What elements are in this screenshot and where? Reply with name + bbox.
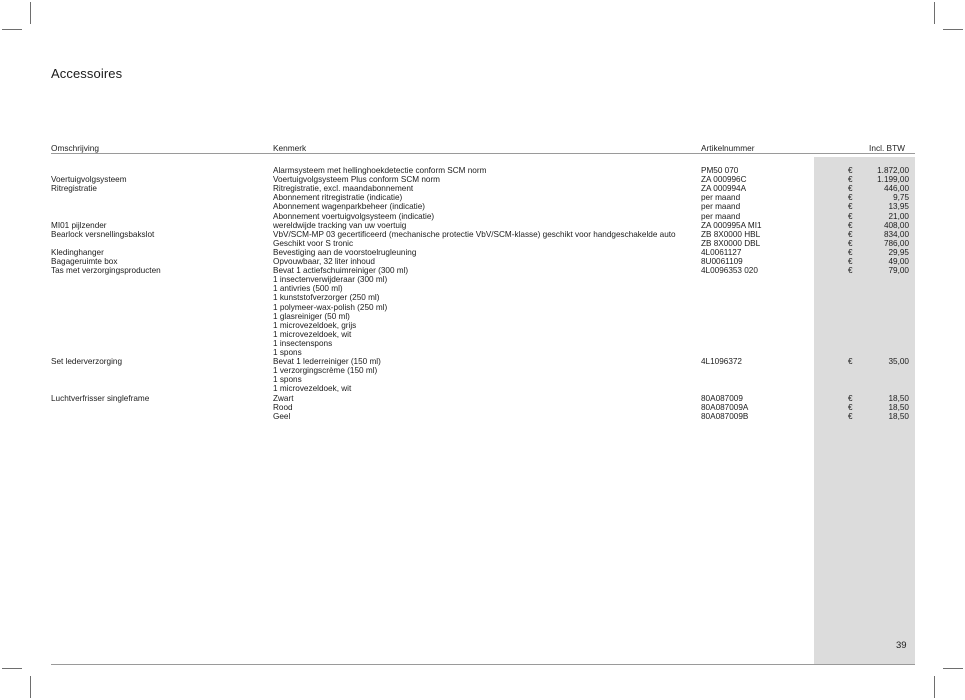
- crop-mark: [943, 29, 963, 30]
- page-title: Accessoires: [51, 66, 123, 81]
- cell-article-number: 4L0096353 020: [701, 266, 758, 276]
- cell-article-number: 80A087009: [701, 393, 743, 403]
- cell-article-number: 8U0061109: [701, 257, 743, 266]
- header-description: Omschrijving: [51, 143, 99, 153]
- cell-feature: 1 insectenverwijderaar (300 ml): [273, 275, 388, 285]
- cell-article-number: per maand: [701, 202, 741, 212]
- table-row: [0, 266, 965, 275]
- cell-description: Bagageruimte box: [51, 257, 118, 266]
- cell-feature: 1 spons: [273, 348, 302, 357]
- table-row: [0, 384, 965, 393]
- page-number: 39: [896, 640, 907, 651]
- cell-description: Ritregistratie: [51, 184, 97, 194]
- cell-currency: €: [848, 238, 853, 248]
- table-row: [0, 293, 965, 302]
- cell-feature: 1 microvezeldoek, wit: [273, 329, 352, 339]
- cell-price: 18,50: [888, 393, 909, 403]
- cell-currency: €: [848, 402, 853, 412]
- cell-currency: €: [848, 175, 853, 185]
- cell-article-number: ZA 000996C: [701, 175, 747, 185]
- crop-mark: [934, 676, 935, 698]
- cell-feature: 1 verzorgingscrème (150 ml): [273, 366, 378, 376]
- cell-feature: Bevestiging aan de voorstoelrugleuning: [273, 247, 417, 257]
- cell-description: Bearlock versnellingsbakslot: [51, 229, 155, 239]
- cell-currency: €: [848, 220, 853, 230]
- cell-feature: Alarmsysteem met hellinghoekdetectie conform SCM norm: [273, 166, 487, 175]
- cell-feature: Geschikt voor S tronic: [273, 238, 354, 248]
- crop-mark: [943, 668, 963, 669]
- table-row: [0, 357, 965, 366]
- table-row: [0, 166, 965, 175]
- cell-description: Tas met verzorgingsproducten: [51, 266, 161, 276]
- table-row: [0, 412, 965, 421]
- table-row: [0, 175, 965, 184]
- cell-price: 29,95: [888, 247, 909, 257]
- cell-feature: 1 glasreiniger (50 ml): [273, 311, 350, 321]
- cell-price: 13,95: [888, 202, 909, 212]
- cell-article-number: 80A087009B: [701, 411, 749, 421]
- cell-price: 786,00: [883, 238, 909, 248]
- cell-description: MI01 pijlzender: [51, 220, 107, 230]
- table-row: [0, 193, 965, 202]
- cell-feature: Bevat 1 actiefschuimreiniger (300 ml): [273, 266, 409, 276]
- cell-currency: €: [848, 393, 853, 403]
- cell-feature: 1 kunststofverzorger (250 ml): [273, 293, 380, 303]
- table-row: [0, 366, 965, 375]
- cell-feature: 1 spons: [273, 375, 302, 385]
- header-rule: [51, 153, 915, 154]
- cell-price: 49,00: [888, 257, 909, 266]
- cell-description: Voertuigvolgsysteem: [51, 175, 127, 185]
- cell-currency: €: [848, 266, 853, 276]
- cell-currency: €: [848, 211, 853, 221]
- cell-feature: Abonnement ritregistratie (indicatie): [273, 193, 403, 203]
- table-row: [0, 348, 965, 357]
- cell-feature: 1 microvezeldoek, grijs: [273, 320, 357, 330]
- cell-feature: wereldwijde tracking van uw voertuig: [273, 220, 407, 230]
- table-row: [0, 394, 965, 403]
- cell-article-number: PM50 070: [701, 166, 739, 175]
- crop-mark: [934, 2, 935, 24]
- cell-price: 446,00: [883, 184, 909, 194]
- cell-feature: Geel: [273, 411, 291, 421]
- cell-price: 834,00: [883, 229, 909, 239]
- cell-feature: Voertuigvolgsysteem Plus conform SCM norm: [273, 175, 440, 185]
- cell-article-number: per maand: [701, 211, 741, 221]
- cell-price: 1.199,00: [877, 175, 909, 185]
- cell-price: 79,00: [888, 266, 909, 276]
- table-row: [0, 284, 965, 293]
- cell-feature: 1 polymeer-wax-polish (250 ml): [273, 302, 388, 312]
- table-row: [0, 321, 965, 330]
- cell-feature: Bevat 1 lederreiniger (150 ml): [273, 357, 381, 367]
- cell-article-number: 4L1096372: [701, 357, 742, 367]
- cell-feature: Abonnement wagenparkbeheer (indicatie): [273, 202, 426, 212]
- cell-feature: Ritregistratie, excl. maandabonnement: [273, 184, 414, 194]
- cell-currency: €: [848, 193, 853, 203]
- crop-mark: [2, 668, 22, 669]
- cell-currency: €: [848, 257, 853, 266]
- cell-price: 408,00: [883, 220, 909, 230]
- header-article-number: Artikelnummer: [701, 143, 755, 153]
- cell-currency: €: [848, 184, 853, 194]
- cell-price: 18,50: [888, 402, 909, 412]
- cell-description: Kledinghanger: [51, 247, 104, 257]
- table-row: [0, 212, 965, 221]
- crop-mark: [30, 676, 31, 698]
- cell-feature: VbV/SCM-MP 03 gecertificeerd (mechanische protectie VbV/SCM-klasse) geschikt voor handgeschakelde auto: [273, 229, 676, 239]
- cell-currency: €: [848, 247, 853, 257]
- cell-feature: Abonnement voertuigvolgsysteem (indicatie): [273, 211, 435, 221]
- table-row: [0, 202, 965, 211]
- table-row: [0, 239, 965, 248]
- cell-article-number: ZA 000995A MI1: [701, 220, 762, 230]
- table-row: [0, 303, 965, 312]
- table-row: [0, 184, 965, 193]
- cell-feature: Zwart: [273, 393, 294, 403]
- table-row: [0, 275, 965, 284]
- cell-feature: 1 microvezeldoek, wit: [273, 384, 352, 394]
- table-row: [0, 230, 965, 239]
- crop-mark: [30, 2, 31, 24]
- cell-article-number: ZA 000994A: [701, 184, 747, 194]
- cell-price: 1.872,00: [877, 166, 909, 175]
- table-row: [0, 403, 965, 412]
- header-feature: Kenmerk: [273, 143, 307, 153]
- cell-currency: €: [848, 202, 853, 212]
- cell-currency: €: [848, 411, 853, 421]
- table-row: [0, 248, 965, 257]
- cell-feature: 1 insectenspons: [273, 338, 333, 348]
- table-row: [0, 257, 965, 266]
- cell-article-number: 80A087009A: [701, 402, 749, 412]
- cell-description: Luchtverfrisser singleframe: [51, 393, 150, 403]
- cell-article-number: 4L0061127: [701, 247, 742, 257]
- cell-article-number: per maand: [701, 193, 741, 203]
- cell-description: Set lederverzorging: [51, 357, 122, 367]
- table-row: [0, 330, 965, 339]
- crop-mark: [2, 29, 22, 30]
- table-row: [0, 221, 965, 230]
- cell-feature: Rood: [273, 402, 293, 412]
- footer-rule: [51, 664, 915, 665]
- cell-currency: €: [848, 229, 853, 239]
- cell-price: 9,75: [893, 193, 909, 203]
- header-vat: Incl. BTW: [869, 143, 905, 153]
- table-row: [0, 375, 965, 384]
- cell-price: 18,50: [888, 411, 909, 421]
- cell-feature: Opvouwbaar, 32 liter inhoud: [273, 257, 375, 266]
- cell-price: 35,00: [888, 357, 909, 367]
- cell-currency: €: [848, 166, 853, 175]
- table-row: [0, 339, 965, 348]
- table-row: [0, 312, 965, 321]
- cell-article-number: ZB 8X0000 HBL: [701, 229, 761, 239]
- cell-currency: €: [848, 357, 853, 367]
- cell-feature: 1 antivries (500 ml): [273, 284, 343, 294]
- cell-article-number: ZB 8X0000 DBL: [701, 238, 761, 248]
- cell-price: 21,00: [888, 211, 909, 221]
